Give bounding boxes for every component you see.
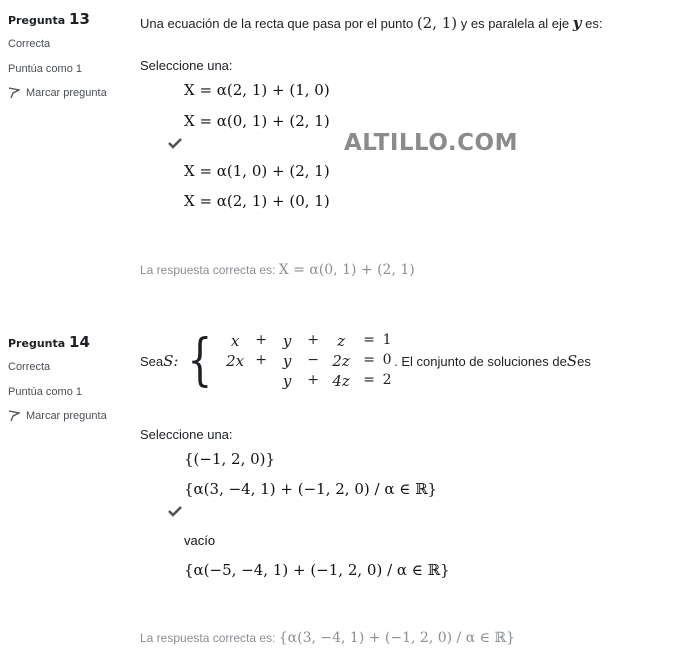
question-text-part: y es paralela al eje [457, 16, 573, 31]
flag-icon [8, 87, 20, 99]
answer-block [140, 427, 695, 442]
eq-cell: 2x [226, 352, 245, 370]
answer-option-d[interactable]: {α(−5, −4, 1) + (−1, 2, 0) / α ∈ ℝ} [184, 561, 450, 579]
eq-cell: x [230, 332, 240, 350]
answer-option-b[interactable]: {α(3, −4, 1) + (−1, 2, 0) / α ∈ ℝ} [184, 480, 438, 498]
math-point: (2, 1) [416, 14, 458, 32]
question-label: Pregunta [8, 337, 66, 350]
flag-question-link[interactable] [8, 410, 133, 422]
question-number-value: 13 [69, 10, 90, 28]
eq-cell: = [363, 352, 375, 368]
question-text-part: Sea [140, 353, 164, 369]
equation-grid [220, 332, 394, 390]
eq-cell: 2z [332, 352, 350, 370]
question-content [140, 328, 695, 393]
eq-cell: 4z [332, 372, 350, 390]
check-icon [168, 137, 182, 149]
question-text [140, 328, 695, 393]
watermark: ALTILLO.COM [344, 130, 518, 156]
math-axis: y [572, 14, 582, 32]
answer-option-c[interactable]: vacío [184, 533, 216, 548]
math-set-name: S: [163, 352, 179, 370]
brace-icon: { [187, 328, 213, 393]
question-text [140, 14, 695, 32]
eq-cell: − [307, 352, 319, 368]
right-answer-label: La respuesta correcta es: [140, 631, 279, 645]
answer-block [140, 58, 695, 73]
answer-option-a[interactable]: {(−1, 2, 0)} [184, 450, 276, 468]
answer-option-a[interactable]: X = α(2, 1) + (1, 0) [184, 81, 330, 99]
question-text-part: es: [581, 16, 603, 31]
eq-cell: + [307, 372, 319, 388]
right-answer-label: La respuesta correcta es: [140, 263, 279, 277]
flag-icon [8, 410, 20, 422]
eq-cell: y [282, 352, 292, 370]
question-text-part: es [577, 353, 591, 369]
question-content [140, 14, 695, 32]
question-number [8, 10, 133, 28]
flag-question-label: Marcar pregunta [26, 410, 107, 422]
eq-cell: + [307, 332, 319, 348]
flag-question-link[interactable] [8, 87, 133, 99]
check-icon [168, 505, 182, 517]
question-grade: Puntúa como 1 [8, 63, 82, 75]
answer-option-d[interactable]: X = α(2, 1) + (0, 1) [184, 192, 330, 210]
eq-cell: 1 [382, 332, 392, 348]
equation-system [178, 328, 394, 393]
right-answer-value: {α(3, −4, 1) + (−1, 2, 0) / α ∈ ℝ} [278, 630, 515, 646]
question-info [8, 333, 133, 422]
question-state: Correcta [8, 38, 51, 50]
answer-option-c[interactable]: X = α(1, 0) + (2, 1) [184, 162, 330, 180]
math-set-ref: S [566, 352, 578, 370]
question-text-part: Una ecuación de la recta que pasa por el punto [140, 16, 417, 31]
right-answer [140, 630, 695, 646]
question-text-part: . El conjunto de soluciones de [394, 353, 567, 369]
flag-question-label: Marcar pregunta [26, 87, 107, 99]
eq-cell: = [363, 372, 375, 388]
select-prompt: Seleccione una: [140, 427, 233, 442]
question-number [8, 333, 133, 351]
question-state: Correcta [8, 361, 51, 373]
eq-cell: = [363, 332, 375, 348]
eq-cell: 0 [382, 352, 392, 368]
answer-option-b[interactable]: X = α(0, 1) + (2, 1) [184, 112, 330, 130]
eq-cell: + [255, 332, 267, 348]
right-answer-value: X = α(0, 1) + (2, 1) [278, 262, 415, 278]
eq-cell: z [337, 332, 346, 350]
eq-cell: y [282, 332, 292, 350]
question-label: Pregunta [8, 14, 66, 27]
eq-cell: y [282, 372, 292, 390]
eq-cell: + [255, 352, 267, 368]
eq-cell [250, 372, 272, 390]
eq-cell [220, 372, 250, 390]
eq-cell: 2 [382, 372, 392, 388]
question-number-value: 14 [69, 333, 90, 351]
right-answer [140, 262, 695, 278]
select-prompt: Seleccione una: [140, 58, 233, 73]
question-grade: Puntúa como 1 [8, 386, 82, 398]
question-info [8, 10, 133, 99]
